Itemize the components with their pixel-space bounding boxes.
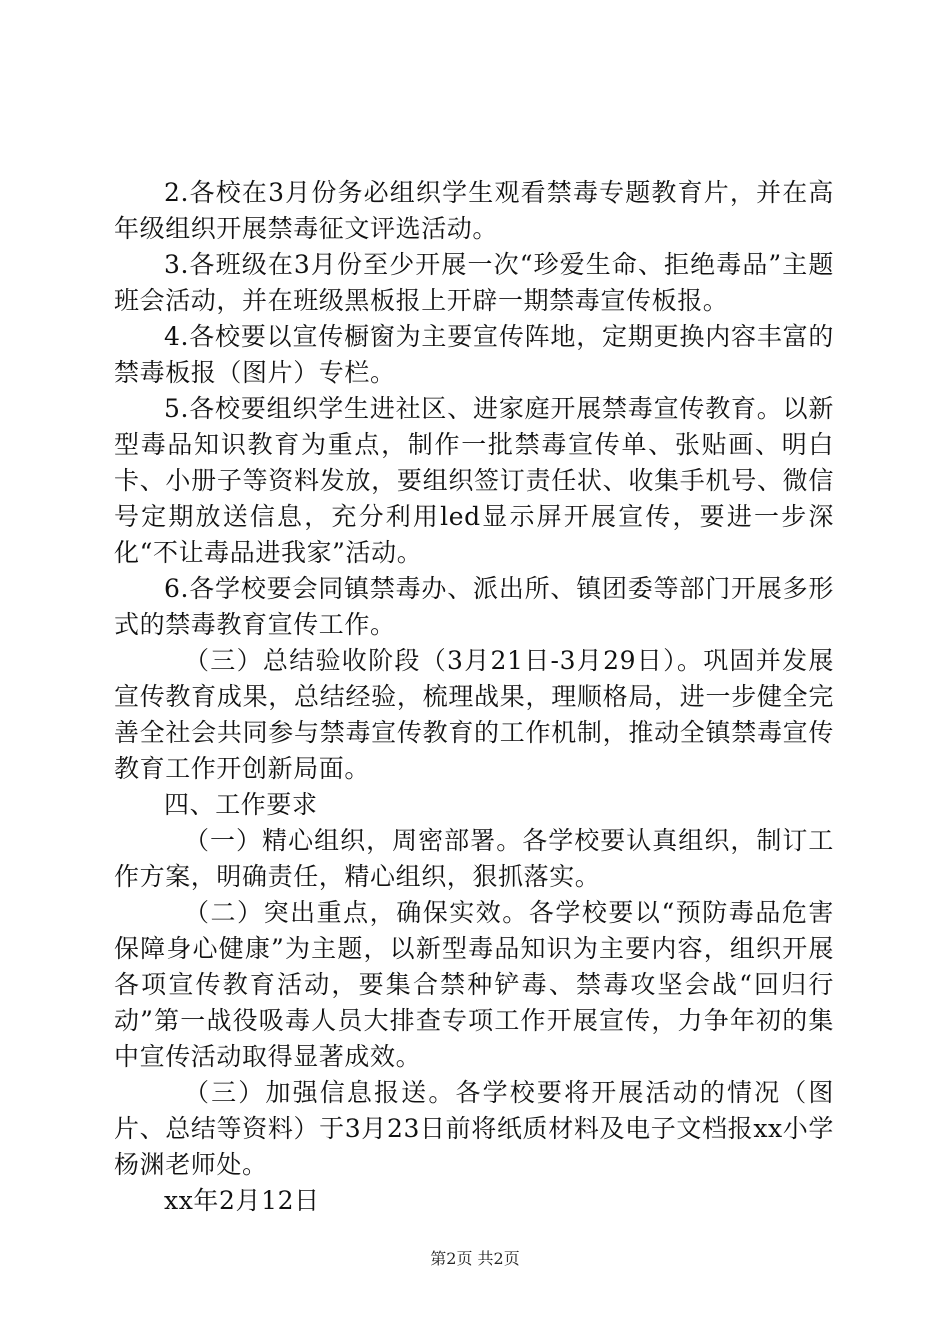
paragraph-summary-stage: （三）总结验收阶段（3月21日-3月29日）。巩固并发展宣传教育成果，总结经验，梳理战果，理顺格局，进一步健全完善全社会共同参与禁毒宣传教育的工作机制，推动全镇禁毒宣传教育工作开创新局面。 [114, 646, 834, 783]
document-body [114, 175, 834, 1219]
paragraph-requirement-2: （二）突出重点，确保实效。各学校要以“预防毒品危害保障身心健康”为主题，以新型毒品知识为主要内容，组织开展各项宣传教育活动，要集合禁种铲毒、禁毒攻坚会战“回归行动”第一战役吸毒人员大排查专项工作开展宣传，力争年初的集中宣传活动取得显著成效。 [114, 898, 834, 1071]
paragraph-requirement-3: （三）加强信息报送。各学校要将开展活动的情况（图片、总结等资料）于3月23日前将纸质材料及电子文档报xx小学杨渊老师处。 [114, 1078, 834, 1179]
paragraph-item-6: 6.各学校要会同镇禁毒办、派出所、镇团委等部门开展多形式的禁毒教育宣传工作。 [114, 574, 834, 639]
document-date: xx年2月12日 [164, 1186, 320, 1215]
paragraph-item-2: 2.各校在3月份务必组织学生观看禁毒专题教育片，并在高年级组织开展禁毒征文评选活动。 [114, 178, 834, 243]
page-footer: 第2页 共2页 [430, 1249, 520, 1268]
paragraph-item-5: 5.各校要组织学生进社区、进家庭开展禁毒宣传教育。以新型毒品知识教育为重点，制作一批禁毒宣传单、张贴画、明白卡、小册子等资料发放，要组织签订责任状、收集手机号、微信号定期放送信息，充分利用led显示屏开展宣传，要进一步深化“不让毒品进我家”活动。 [114, 394, 834, 567]
paragraph-requirement-1: （一）精心组织，周密部署。各学校要认真组织，制订工作方案，明确责任，精心组织，狠抓落实。 [114, 826, 834, 891]
section-heading-requirements: 四、工作要求 [164, 790, 318, 819]
paragraph-item-3: 3.各班级在3月份至少开展一次“珍爱生命、拒绝毒品”主题班会活动，并在班级黑板报上开辟一期禁毒宣传板报。 [114, 250, 834, 315]
paragraph-item-4: 4.各校要以宣传橱窗为主要宣传阵地，定期更换内容丰富的禁毒板报（图片）专栏。 [114, 322, 834, 387]
